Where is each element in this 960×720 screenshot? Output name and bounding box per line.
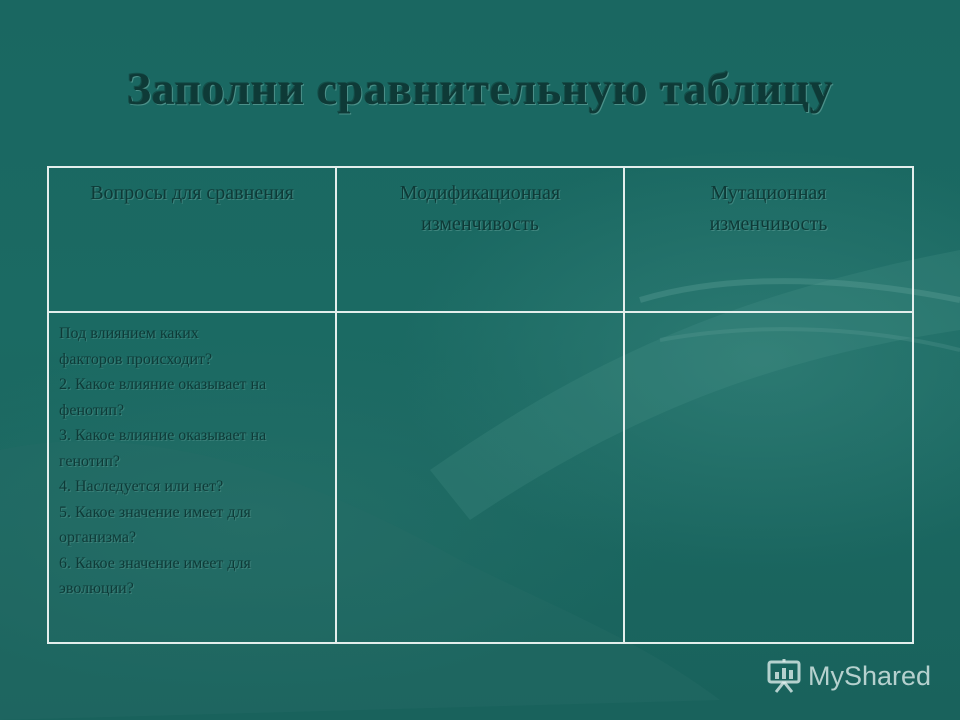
question-line: 5. Какое значение имеет для <box>59 503 251 521</box>
header-line: Модификационная <box>399 182 561 204</box>
question-line: эволюции? <box>59 580 134 597</box>
table-header-row <box>48 167 913 312</box>
questions-cell <box>48 312 336 643</box>
question-line: фенотип? <box>59 401 125 419</box>
question-line: 4. Наследуется или нет? <box>59 478 224 495</box>
header-line: Мутационная <box>710 182 827 204</box>
table-row <box>48 312 913 643</box>
question-line: организма? <box>59 529 137 546</box>
question-line: генотип? <box>59 452 121 470</box>
page-title: Заполни сравнительную таблицу <box>126 63 834 114</box>
comparison-table <box>47 166 914 644</box>
question-line: 2. Какое влияние оказывает на <box>59 376 267 393</box>
watermark-text: MyShared <box>808 660 932 691</box>
answer-cell-mutation[interactable] <box>624 312 913 643</box>
question-line: 6. Какое значение имеет для <box>59 554 251 572</box>
header-cell-modification <box>336 167 624 312</box>
header-line: изменчивость <box>709 213 828 235</box>
watermark <box>766 655 931 697</box>
header-line: Вопросы для сравнения <box>90 182 294 204</box>
presentation-board-icon <box>766 658 802 694</box>
header-cell-questions <box>48 167 336 312</box>
header-cell-mutation <box>624 167 913 312</box>
question-line: Под влиянием каких <box>59 325 199 342</box>
question-line: 3. Какое влияние оказывает на <box>59 427 267 444</box>
question-line: факторов происходит? <box>59 350 213 368</box>
header-line: изменчивость <box>421 213 539 235</box>
answer-cell-modification[interactable] <box>336 312 624 643</box>
